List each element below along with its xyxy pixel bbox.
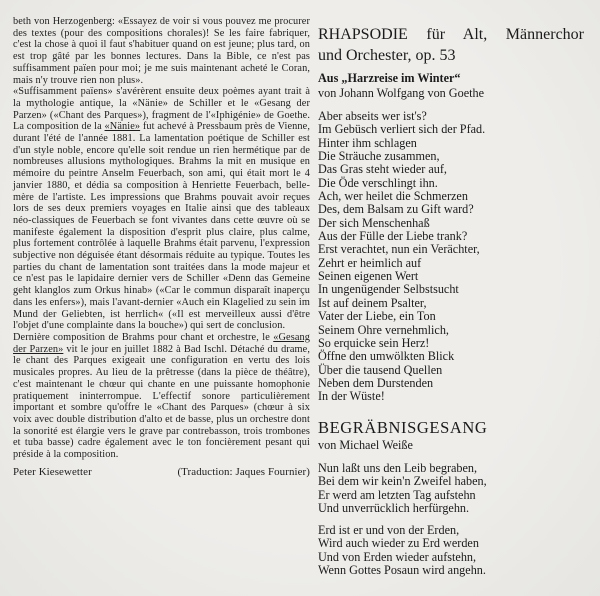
poem-line: Aus der Fülle der Liebe trank? <box>318 229 468 244</box>
work-title: und Orchester, op. 53 <box>318 47 456 64</box>
poem-line: Wenn Gottes Posaun wird angehn. <box>318 563 486 578</box>
translation-credit: (Traduction: Jaques Fournier) <box>177 465 310 478</box>
poem-line: Die Sträuche zusammen, <box>318 149 440 164</box>
poem-line: Er werd am letzten Tag aufstehn <box>318 487 476 502</box>
work-title: RHAPSODIE für Alt, Männerchor <box>318 26 584 43</box>
essay-paragraph <box>13 332 310 461</box>
begraebnisgesang-section <box>318 417 584 578</box>
poem-line: Hinter ihm schlagen <box>318 135 417 150</box>
poem-line: Nun laßt uns den Leib begraben, <box>318 460 478 475</box>
poem-line: Ach, wer heilet die Schmerzen <box>318 189 468 204</box>
rhapsodie-poem <box>318 110 584 404</box>
german-texts-column <box>318 24 584 578</box>
begraebnisgesang-stanza-2 <box>318 524 584 578</box>
poem-line: Die Öde verschlingt ihn. <box>318 175 438 190</box>
author-credit: Peter Kiesewetter <box>13 465 92 478</box>
essay-paragraph <box>13 86 310 332</box>
work-source: Aus „Harzreise im Winter“ <box>318 71 461 85</box>
poem-line: Und unverrücklich herfürgehn. <box>318 501 470 516</box>
credits-row <box>13 467 310 479</box>
poem-line: Zehrt er heimlich auf <box>318 255 422 270</box>
poem-line: Erst verachtet, nun ein Verächter, <box>318 242 480 257</box>
poem-line: So erquicke sein Herz! <box>318 335 430 350</box>
paragraph-text: «Suffisamment païens» s'avérèrent ensuite deux poèmes ayant trait à la mythologie antique, la «Nänie» de Schiller et le «Gesang der Parzen» («Chant des Parques»), fragment de l'«Iphigénie» de Goethe. La composition de la <box>13 86 310 133</box>
poem-line: Das Gras steht wieder auf, <box>318 162 447 177</box>
underlined-work-title: «Gesang der Parzen» <box>13 331 310 355</box>
poem-line: Neben dem Durstenden <box>318 375 434 390</box>
poem-line: Des, dem Balsam zu Gift ward? <box>318 202 474 217</box>
poem-line: Öffne den umwölkten Blick <box>318 349 455 364</box>
work-title: BEGRÄBNISGESANG <box>318 417 488 437</box>
poem-line: Ist auf deinem Psalter, <box>318 295 427 310</box>
paragraph-text: beth von Herzogenberg: «Essayez de voir si vous pouvez me procurer des textes (pour des compositions chorales)! Se les faire fabriquer, c'est la chose à quoi il faut s'habituer quand on est jeune; plus tard, on est trop gâté par les bonnes lectures. Dans la Bible, ce n'est pas suffisamment païen pour moi; je me suis maintenant acheté le Coran, mais n'y trouve rien non plus». <box>13 16 310 86</box>
essay-paragraph <box>13 16 310 86</box>
poem-line: Seinem Ohre vernehmlich, <box>318 322 449 337</box>
poem-line: In der Wüste! <box>318 389 385 404</box>
poem-line: Bei dem wir kein'n Zweifel haben, <box>318 474 487 489</box>
underlined-work-title: «Nänie» <box>104 121 141 133</box>
poem-line: Erd ist er und von der Erden, <box>318 522 460 537</box>
poem-line: Aber abseits wer ist's? <box>318 109 427 123</box>
begraebnisgesang-stanza-1 <box>318 462 584 516</box>
poem-line: Vater der Liebe, ein Ton <box>318 309 436 324</box>
poet-credit: von Michael Weiße <box>318 437 413 452</box>
poem-line: Im Gebüsch verliert sich der Pfad. <box>318 122 486 137</box>
poem-line: Und von Erden wieder aufstehn, <box>318 549 477 564</box>
paragraph-text: Dernière composition de Brahms pour chant et orchestre, le <box>13 331 274 343</box>
poem-line: Wird auch wieder zu Erd werden <box>318 536 479 551</box>
french-essay-column <box>13 16 310 478</box>
poem-line: Über die tausend Quellen <box>318 362 443 377</box>
poem-line: In ungenügender Selbstsucht <box>318 282 459 297</box>
poem-line: Der sich Menschenhaß <box>318 215 430 230</box>
paragraph-text: fut achevé à Pressbaum près de Vienne, durant l'été de l'année 1881. La lamentation poétique de Schiller est d'un style noble, encore qu'elle soit rendue un rien hermétique par de nombreuses allusions mythologiques. Brahms la mit en musique en mémoire du peintre Anselm Feuerbach, son ami, qui était mort le 4 janvier 1880, et dédia sa composition à Henriette Feuerbach, belle-mère de l'artiste. Les impressions que Brahms pouvait avoir reçues lors de ses deux premiers voyages en Italie ainsi que des tableaux néo-classiques de Feuerbach se font vivantes dans cette œuvre où se manifeste également la disposition d'esprit plus claire, plus calme, plus fortement contrôlée à laquelle Brahms était parvenu, l'expression subjective non déguisée étant désormais réduite au typique. Toutes les parties du chant de lamentation sont traitées dans la mode majeur et ce n'est pas le lapidaire dernier vers de Schiller «Denn das Gemeine geht klanglos zum Orkus hinab» («Car le commun disparaît inaperçu dans les enfers»), mais l'avant-dernier «Auch ein Klagelied zu sein im Mund der Geliebten, ist herrlich« («Il est merveilleux aussi d'être l'objet d'une complainte dans la bouche») qui sert de conclusion. <box>13 121 310 332</box>
paragraph-text: vit le jour en juillet 1882 à Bad Ischl. Détaché du drame, le chant des Parques exigeait une configuration en vertu des lois musicales propres. Au lieu de la prêtresse (dans la pièce de théâtre), c'est maintenant le chœur qui chante en une puissante homophonie pratiquement ininterrompue. L'effectif sonore particulièrement important et sombre qu'offre le «Chant des Parques» (chœur à six voix avec double distribution d'alto et de basse, plus un orchestre dont la sonorité est élargie vers le grave par contrebasson, trois trombones et tuba basse) cadre également avec le ton foncièrement pesant qui préside à la composition. <box>13 343 310 461</box>
poet-credit: von Johann Wolfgang von Goethe <box>318 86 485 100</box>
poem-line: Seinen eigenen Wert <box>318 269 419 284</box>
rhapsodie-section <box>318 24 584 404</box>
